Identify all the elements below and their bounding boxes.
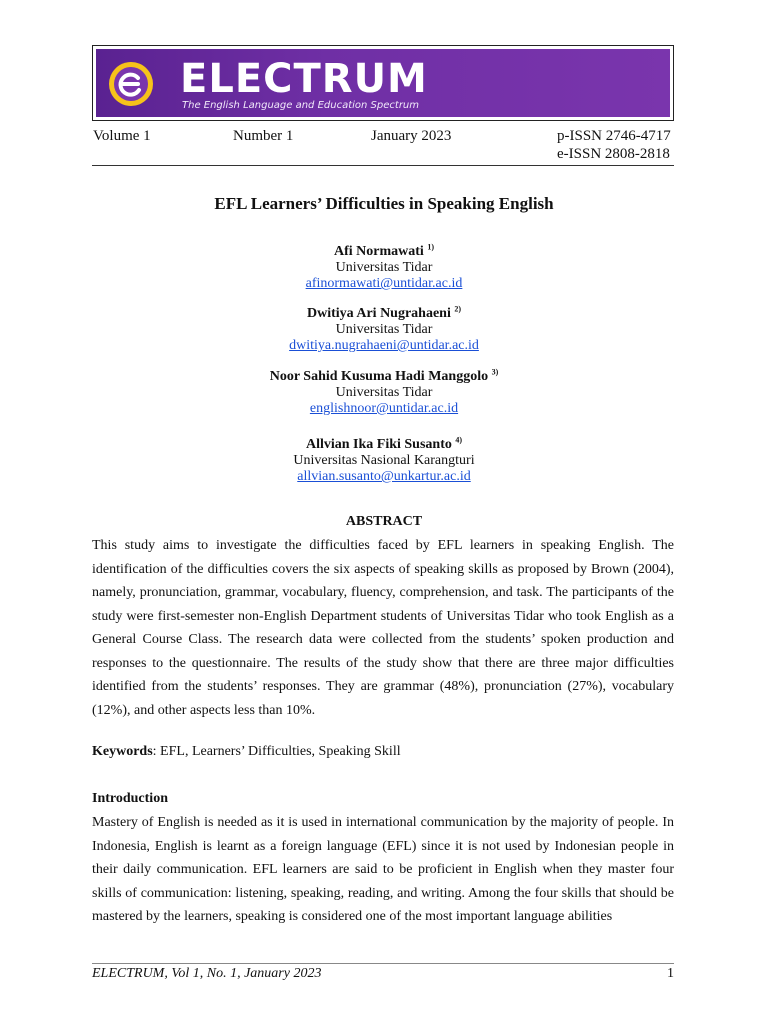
journal-tagline: The English Language and Education Spectrum [182, 100, 420, 111]
keywords-line [92, 744, 401, 760]
keywords-text: : EFL, Learners’ Difficulties, Speaking Skill [152, 744, 401, 759]
author-name: Allvian Ika Fiki Susanto $^{4)}$ [305, 435, 463, 452]
author-email-link[interactable]: allvian.susanto@unkartur.ac.id [297, 469, 471, 484]
abstract-heading: ABSTRACT [345, 514, 423, 529]
page-number: 1 [667, 966, 674, 981]
author-affiliation: Universitas Tidar [335, 260, 433, 275]
e-issn: e-ISSN 2808-2818 [557, 146, 670, 162]
author-name: Noor Sahid Kusuma Hadi Manggolo $^{3)}$ [269, 367, 499, 384]
number-label: Number 1 [233, 128, 294, 144]
header-divider [92, 165, 674, 166]
author-block [0, 244, 768, 292]
author-email-link[interactable]: dwitiya.nugrahaeni@untidar.ac.id [289, 338, 479, 353]
author-affiliation: Universitas Tidar [335, 322, 433, 337]
journal-banner [96, 49, 670, 117]
footer-journal-citation: ELECTRUM, Vol 1, No. 1, January 2023 [92, 966, 322, 981]
introduction-body: Mastery of English is needed as it is used in international communication by the majority of people. In Indonesia, English is learnt as a foreign language (EFL) since it is not used by Indonesian people in their daily communication. EFL learners are said to be proficient in English when they master four skills of communication: listening, speaking, reading, and writing. Among the four skills that should be mastered by the learners, speaking is considered one of the most important language abilities [92, 815, 674, 924]
abstract-body: This study aims to investigate the difficulties faced by EFL learners in speaking English. The identification of the difficulties covers the six aspects of speaking skills as proposed by Brown (2004), namely, pronunciation, grammar, vocabulary, fluency, comprehension, and task. The participants of the study were first-semester non-English Department students of Universitas Tidar who took English as a General Course Class. The research data were collected from the students’ spoken production and responses to the questionnaire. The results of the study show that there are three major difficulties identified from the students’ responses. They are grammar (48%), pronunciation (27%), vocabulary (12%), and other aspects less than 10%. [92, 538, 674, 718]
author-block [0, 437, 768, 485]
paper-title: EFL Learners’ Difficulties in Speaking English [214, 194, 554, 213]
journal-brand-name: ELECTRUM [180, 56, 428, 102]
introduction-heading: Introduction [92, 791, 168, 806]
p-issn: p-ISSN 2746-4717 [557, 128, 671, 144]
author-affiliation: Universitas Nasional Karangturi [293, 453, 475, 468]
volume-label: Volume 1 [93, 128, 151, 144]
author-affiliation: Universitas Tidar [335, 385, 433, 400]
author-block [0, 306, 768, 354]
journal-banner-frame [92, 45, 674, 121]
author-name: Afi Normawati $^{1)}$ [334, 242, 434, 259]
author-email-link[interactable]: afinormawati@untidar.ac.id [305, 276, 463, 291]
keywords-label: Keywords [92, 744, 153, 759]
author-name: Dwitiya Ari Nugrahaeni $^{2)}$ [306, 304, 462, 321]
footer-divider [92, 963, 674, 964]
electrum-e-logo-icon [107, 60, 155, 108]
issue-date: January 2023 [371, 128, 452, 144]
author-block [0, 369, 768, 417]
author-email-link[interactable]: englishnoor@untidar.ac.id [309, 401, 459, 416]
